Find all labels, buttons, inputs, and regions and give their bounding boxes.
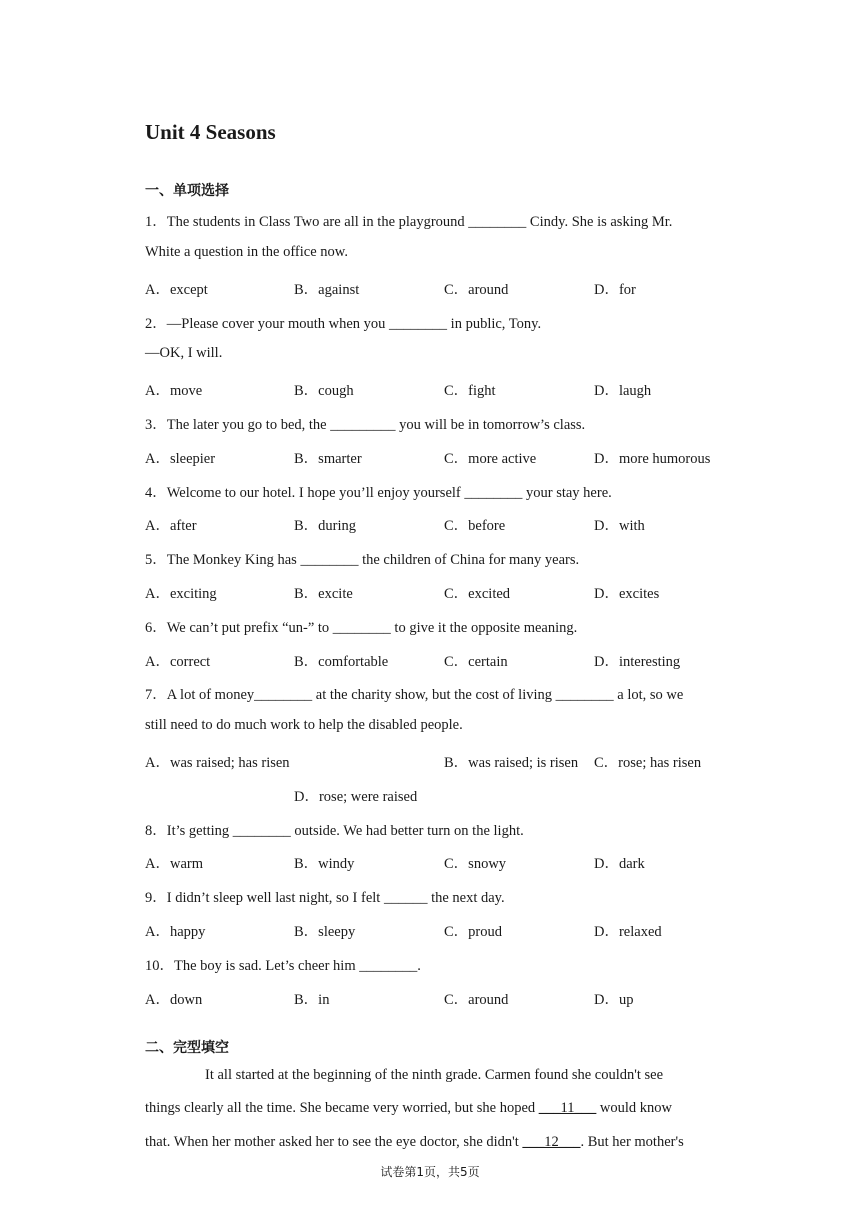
q4-option-a[interactable]: A．after	[145, 518, 197, 534]
cloze-text: would know	[596, 1100, 672, 1116]
q8-option-a[interactable]: A．warm	[145, 856, 203, 872]
question-5-text: 5．The Monkey King has ________ the children of China for many years.	[145, 552, 580, 568]
question-1-text: 1．The students in Class Two are all in the playground ________ Cindy. She is asking Mr.	[145, 214, 673, 230]
q2-option-d[interactable]: D．laugh	[594, 383, 652, 399]
q10-option-a[interactable]: A．down	[145, 992, 203, 1008]
q2-option-b[interactable]: B．cough	[294, 383, 354, 399]
q10-option-d[interactable]: D．up	[594, 992, 634, 1008]
q7-option-a[interactable]: A．was raised; has risen	[145, 755, 290, 771]
q4-option-c[interactable]: C．before	[444, 518, 506, 534]
q9-option-c[interactable]: C．proud	[444, 924, 502, 940]
q6-option-b[interactable]: B．comfortable	[294, 654, 389, 670]
q7-option-c[interactable]: C．rose; has risen	[594, 755, 702, 771]
q1-option-b[interactable]: B．against	[294, 282, 360, 298]
q8-option-b[interactable]: B．windy	[294, 856, 355, 872]
cloze-text: things clearly all the time. She became very worried, but she hoped	[145, 1100, 539, 1116]
question-1-text-cont: White a question in the office now.	[145, 244, 348, 260]
question-2-text: 2．—Please cover your mouth when you ________ in public, Tony.	[145, 316, 542, 332]
question-4-text: 4．Welcome to our hotel. I hope you’ll enjoy yourself ________ your stay here.	[145, 485, 612, 501]
question-7-text: 7．A lot of money________ at the charity show, but the cost of living ________ a lot, so we	[145, 687, 684, 703]
q6-option-c[interactable]: C．certain	[444, 654, 508, 670]
q6-option-d[interactable]: D．interesting	[594, 654, 681, 670]
q8-option-d[interactable]: D．dark	[594, 856, 645, 872]
q7-option-b[interactable]: B．was raised; is risen	[444, 755, 579, 771]
question-9-text: 9．I didn’t sleep well last night, so I felt ______ the next day.	[145, 890, 505, 906]
q3-option-d[interactable]: D．more humorous	[594, 451, 711, 467]
q7-option-d[interactable]: D．rose; were raised	[294, 789, 418, 805]
cloze-paragraph-line-2	[145, 1100, 672, 1117]
q1-option-d[interactable]: D．for	[594, 282, 636, 298]
q10-option-c[interactable]: C．around	[444, 992, 509, 1008]
cloze-paragraph-line-1: It all started at the beginning of the ninth grade. Carmen found she couldn't see	[205, 1067, 664, 1083]
q5-option-c[interactable]: C．excited	[444, 586, 511, 602]
question-6-text: 6．We can’t put prefix “un-” to ________ to give it the opposite meaning.	[145, 620, 578, 636]
q2-option-c[interactable]: C．fight	[444, 383, 496, 399]
section-heading-cloze: 二、完型填空	[145, 1040, 229, 1056]
q9-option-a[interactable]: A．happy	[145, 924, 206, 940]
q8-option-c[interactable]: C．snowy	[444, 856, 507, 872]
blank-11[interactable]: ___11___	[538, 1100, 597, 1116]
question-7-text-cont: still need to do much work to help the disabled people.	[145, 717, 463, 733]
q2-option-a[interactable]: A．move	[145, 383, 203, 399]
page-footer: 试卷第1页，共5页	[380, 1165, 480, 1179]
q3-option-c[interactable]: C．more active	[444, 451, 537, 467]
question-8-text: 8．It’s getting ________ outside. We had better turn on the light.	[145, 823, 524, 839]
section-heading-single-choice: 一、单项选择	[145, 183, 229, 199]
q3-option-a[interactable]: A．sleepier	[145, 451, 216, 467]
q1-option-a[interactable]: A．except	[145, 282, 208, 298]
document-title: Unit 4 Seasons	[145, 120, 276, 144]
q4-option-b[interactable]: B．during	[294, 518, 357, 534]
question-3-text: 3．The later you go to bed, the _________ you will be in tomorrow’s class.	[145, 417, 586, 433]
cloze-text: . But her mother's	[580, 1134, 684, 1150]
q1-option-c[interactable]: C．around	[444, 282, 509, 298]
q4-option-d[interactable]: D．with	[594, 518, 645, 534]
q6-option-a[interactable]: A．correct	[145, 654, 211, 670]
q5-option-a[interactable]: A．exciting	[145, 586, 217, 602]
q3-option-b[interactable]: B．smarter	[294, 451, 362, 467]
question-10-text: 10．The boy is sad. Let’s cheer him ________.	[145, 958, 421, 974]
cloze-text: that. When her mother asked her to see the eye doctor, she didn't	[145, 1134, 523, 1150]
q9-option-b[interactable]: B．sleepy	[294, 924, 356, 940]
cloze-paragraph-line-3	[145, 1134, 684, 1151]
blank-12[interactable]: ___12___	[522, 1134, 581, 1150]
q5-option-d[interactable]: D．excites	[594, 586, 660, 602]
question-2-text-cont: —OK, I will.	[145, 345, 223, 361]
q9-option-d[interactable]: D．relaxed	[594, 924, 662, 940]
q5-option-b[interactable]: B．excite	[294, 586, 353, 602]
q10-option-b[interactable]: B．in	[294, 992, 330, 1008]
